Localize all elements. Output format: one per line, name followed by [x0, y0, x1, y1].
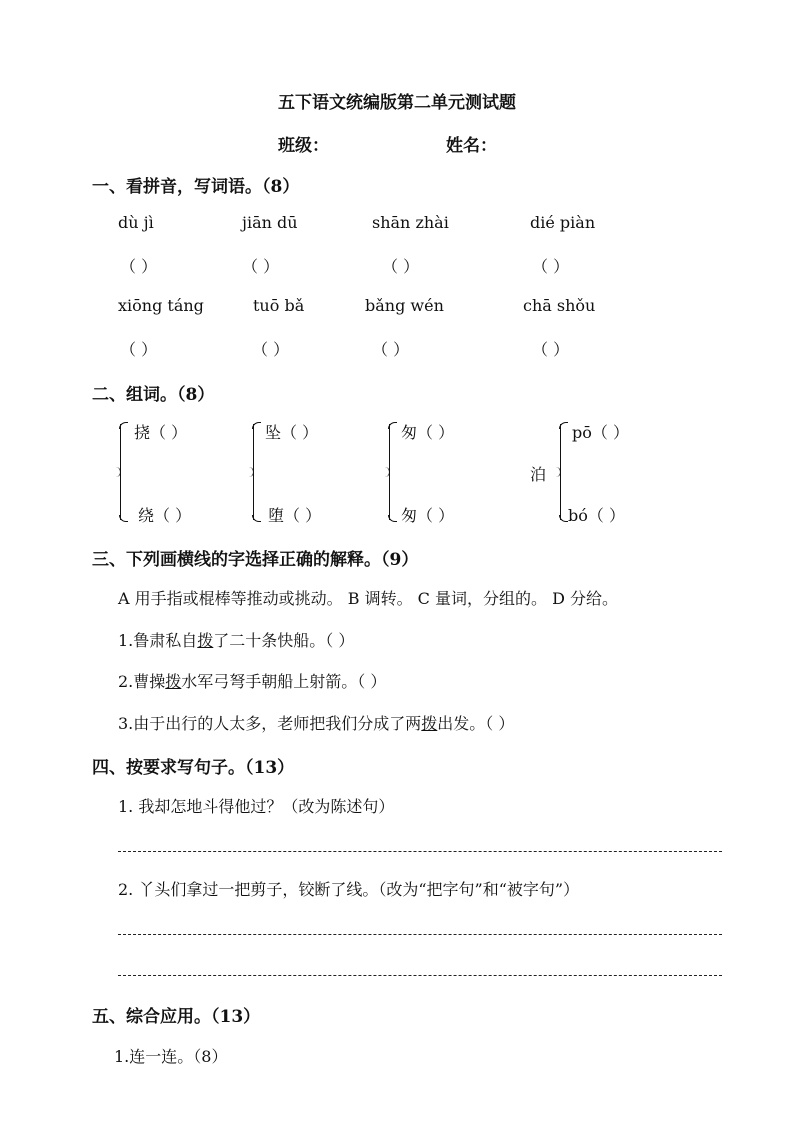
underlined-char: 拨 — [197, 631, 214, 650]
answer-blank[interactable]: （ ） — [372, 340, 410, 359]
section-4-heading: 四、按要求写句子。（13） — [92, 758, 295, 778]
answer-line[interactable] — [118, 934, 722, 935]
question-text: 3.由于出行的人太多，老师把我们分成了两 — [118, 714, 422, 733]
question-text[interactable]: 了二十条快船。（ ） — [213, 631, 355, 650]
underlined-char: 拨 — [421, 714, 438, 733]
section-5-heading: 五、综合应用。（13） — [92, 1007, 261, 1027]
answer-line[interactable] — [118, 851, 722, 852]
question-text[interactable]: 水军弓弩手朝船上射箭。（ ） — [181, 672, 387, 691]
group-item[interactable]: 绕（ ） — [138, 506, 192, 525]
question-item — [118, 628, 354, 651]
section-1-heading: 一、看拼音，写词语。（8） — [92, 177, 300, 197]
answer-blank[interactable]: （ ） — [120, 340, 158, 359]
question-item: 2. 丫头们拿过一把剪子，铰断了线。（改为“把字句”和“被字句”） — [118, 880, 580, 899]
group-item[interactable]: 堕（ ） — [268, 506, 322, 525]
answer-line[interactable] — [118, 975, 722, 976]
class-label: 班级： — [278, 136, 329, 156]
group-item[interactable]: 匆（ ） — [401, 506, 455, 525]
question-text[interactable]: 出发。（ ） — [437, 714, 515, 733]
pinyin-item: jiān dū — [242, 213, 298, 232]
brace-icon — [253, 424, 262, 520]
pinyin-item: chā shǒu — [523, 296, 596, 315]
group-item[interactable]: 匆（ ） — [401, 423, 455, 442]
question-item — [118, 669, 386, 692]
pinyin-item: dù jì — [118, 213, 154, 232]
group-item[interactable]: 坠（ ） — [265, 423, 319, 442]
answer-blank[interactable]: （ ） — [252, 340, 290, 359]
brace-icon — [120, 424, 129, 520]
question-text: 2.曹操 — [118, 672, 166, 691]
group-item[interactable]: bó（ ） — [568, 506, 625, 525]
question-text: 1.鲁肃私自 — [118, 631, 198, 650]
underlined-char: 拨 — [165, 672, 182, 691]
answer-blank[interactable]: （ ） — [532, 340, 570, 359]
answer-blank[interactable]: （ ） — [242, 257, 280, 276]
question-item: 1.连一连。（8） — [114, 1047, 228, 1066]
pinyin-item: xiōng táng — [118, 296, 204, 315]
group-item[interactable]: 挠（ ） — [134, 423, 188, 442]
answer-blank[interactable]: （ ） — [120, 257, 158, 276]
group-lead-char: 泊 — [530, 465, 547, 484]
section-3-heading: 三、下列画横线的字选择正确的解释。（9） — [92, 550, 419, 570]
pinyin-item: shān zhài — [372, 213, 449, 232]
options-line: A 用手指或棍棒等推动或挑动。 B 调转。 C 量词，分组的。 D 分给。 — [118, 589, 618, 608]
question-item: 1. 我却怎地斗得他过？（改为陈述句） — [118, 797, 395, 816]
name-label: 姓名： — [446, 136, 497, 156]
section-2-heading: 二、组词。（8） — [92, 385, 215, 405]
group-item[interactable]: pō（ ） — [572, 423, 629, 442]
pinyin-item: bǎng wén — [365, 296, 444, 315]
answer-blank[interactable]: （ ） — [532, 257, 570, 276]
question-item — [118, 711, 514, 734]
brace-icon — [389, 424, 398, 520]
pinyin-item: dié piàn — [530, 213, 596, 232]
pinyin-item: tuō bǎ — [253, 296, 305, 315]
page-title: 五下语文统编版第二单元测试题 — [278, 93, 516, 113]
answer-blank[interactable]: （ ） — [382, 257, 420, 276]
